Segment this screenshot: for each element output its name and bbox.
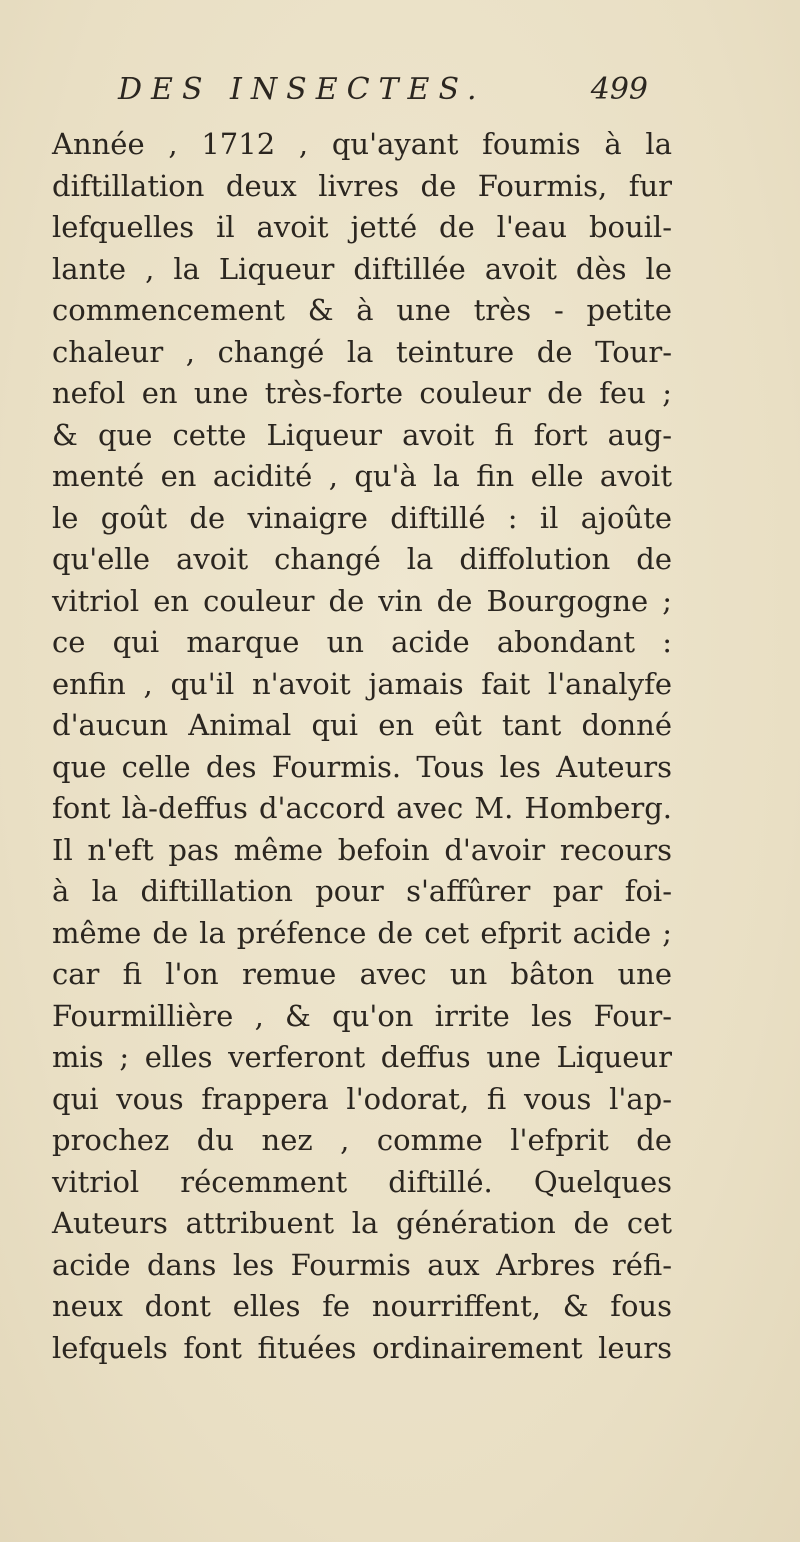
text-line: mis ; elles verferont deffus une Liqueur <box>52 1040 672 1074</box>
text-line: vitriol récemment diftillé. Quelques <box>52 1164 672 1199</box>
text-line: prochez du nez , comme l'efprit de <box>52 1123 672 1157</box>
text-line: ce qui marque un acide abondant : <box>52 625 672 659</box>
text-line: même de la préfence de cet efprit acide ; <box>52 915 672 950</box>
text-line: font là-deffus d'accord avec M. Homberg. <box>52 791 672 825</box>
text-line: neux dont elles fe nourriffent, & fous <box>52 1289 672 1323</box>
text-line: lante , la Liqueur diftillée avoit dès le <box>52 251 672 286</box>
text-line: lefquels font fituées ordinairement leurs <box>52 1330 672 1365</box>
page-number: 499 <box>590 72 648 107</box>
text-line: lefquelles il avoit jetté de l'eau bouil- <box>52 210 672 244</box>
text-line: nefol en une très-forte couleur de feu ; <box>52 376 672 410</box>
text-line: enfin , qu'il n'avoit jamais fait l'analyfe <box>52 666 672 701</box>
text-line: commencement & à une très - petite <box>52 293 672 327</box>
running-title: DES INSECTES. <box>118 72 486 107</box>
text-line: que celle des Fourmis. Tous les Auteurs <box>52 749 672 784</box>
text-line: à la diftillation pour s'affûrer par foi- <box>52 874 672 908</box>
text-line: qu'elle avoit changé la diffolution de <box>52 542 672 576</box>
text-line: Fourmillière , & qu'on irrite les Four- <box>52 998 672 1033</box>
text-line: & que cette Liqueur avoit fi fort aug- <box>52 417 672 452</box>
text-line: acide dans les Fourmis aux Arbres réfi- <box>52 1247 672 1282</box>
text-line: qui vous frappera l'odorat, fi vous l'ap- <box>52 1081 672 1116</box>
text-line: le goût de vinaigre diftillé : il ajoûte <box>52 500 672 535</box>
text-line: Auteurs attribuent la génération de cet <box>52 1206 672 1240</box>
text-line: menté en acidité , qu'à la fin elle avoit <box>52 459 672 493</box>
running-head <box>118 72 648 112</box>
text-line: diftillation deux livres de Fourmis, fur <box>52 168 672 203</box>
text-line: d'aucun Animal qui en eût tant donné <box>52 708 672 742</box>
text-line: Année , 1712 , qu'ayant foumis à la <box>52 127 672 161</box>
text-line: car fi l'on remue avec un bâton une <box>52 957 672 991</box>
text-line: chaleur , changé la teinture de Tour- <box>52 334 672 369</box>
text-line: vitriol en couleur de vin de Bourgogne ; <box>52 583 672 618</box>
text-line: Il n'eft pas même befoin d'avoir recours <box>52 832 672 867</box>
body-text <box>52 124 672 1369</box>
